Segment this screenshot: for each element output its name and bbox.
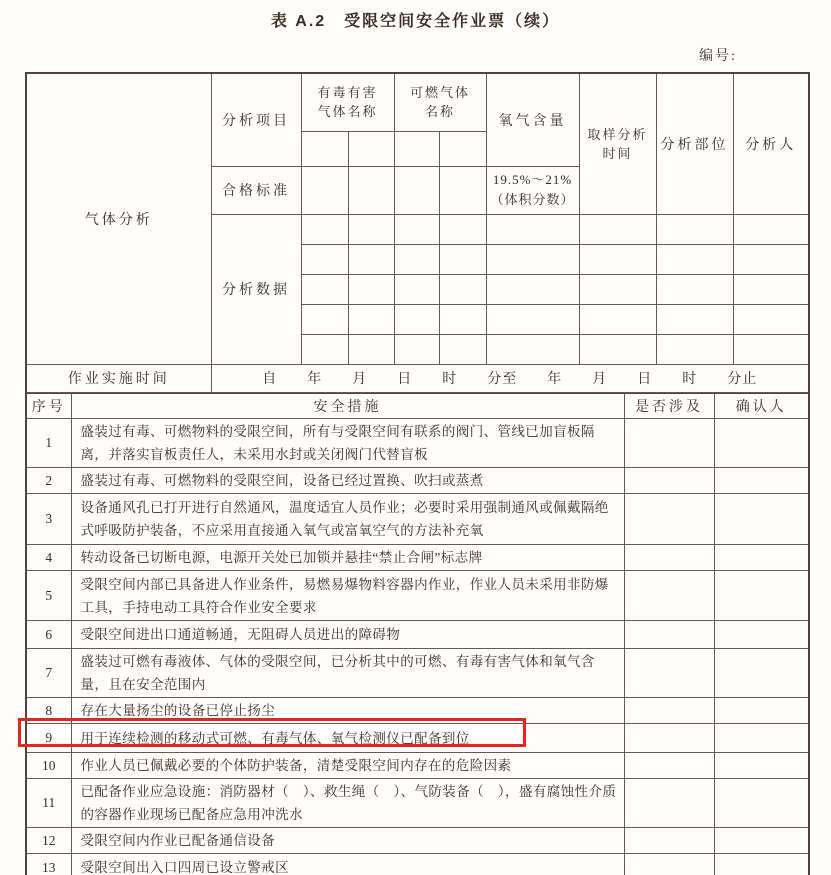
row-number-cell: 3 — [26, 494, 71, 545]
safety-row — [26, 753, 809, 779]
blank-cell — [733, 304, 809, 334]
safety-row — [26, 419, 809, 468]
measure-cell: 受限空间内部已具备进人作业条件，易燃易爆物料容器内作业，作业人员未采用非防爆工具，手持电动工具符合作业安全要求 — [71, 571, 624, 621]
blank-cell — [394, 334, 439, 364]
involved-cell — [624, 779, 714, 828]
measure-cell: 受限空间出入口四周已设立警戒区 — [71, 854, 624, 875]
involved-cell — [624, 854, 714, 875]
measure-cell: 已配备作业应急设施：消防器材（ ）、救生绳（ ）、气防装备（ ），盛有腐蚀性介质的容器作业现场已配备应急用冲洗水 — [71, 779, 624, 828]
row-number-cell: 8 — [26, 698, 71, 724]
row-number-cell: 1 — [26, 419, 71, 468]
blank-cell — [656, 304, 733, 334]
safety-row — [26, 571, 809, 621]
measure-cell: 受限空间进出口通道畅通，无阻碍人员进出的障碍物 — [71, 621, 624, 649]
measure-cell: 盛装过有毒、可燃物料的受限空间，所有与受限空间有联系的阀门、管线已加盲板隔离，并落实盲板责任人，未采用水封或关闭阀门代替盲板 — [71, 419, 624, 468]
blank-cell — [656, 214, 733, 244]
blank-cell — [656, 334, 733, 364]
safety-row — [26, 545, 809, 571]
safety-row — [26, 649, 809, 698]
confirmer-cell — [714, 468, 809, 494]
gas-header-row — [26, 73, 809, 131]
involved-cell — [624, 571, 714, 621]
col-header-no: 序号 — [26, 393, 71, 419]
blank-cell — [733, 214, 809, 244]
blank-cell — [301, 214, 348, 244]
confirmer-cell — [714, 854, 809, 875]
blank-cell — [394, 131, 439, 166]
row-number-cell: 5 — [26, 571, 71, 621]
blank-cell — [301, 244, 348, 274]
flammable-gas-header: 可燃气体 名称 — [394, 73, 486, 131]
blank-cell — [439, 166, 486, 214]
confirmer-cell — [714, 649, 809, 698]
blank-cell — [579, 244, 656, 274]
measure-cell: 设备通风孔已打开进行自然通风，温度适宜人员作业；必要时采用强制通风或佩戴隔绝式呼吸防护装备，不应采用直接通入氧气或富氧空气的方法补充氧 — [71, 494, 624, 545]
blank-cell — [394, 274, 439, 304]
gas-analysis-table — [25, 72, 810, 394]
oxygen-standard-value: 19.5%～21% （体积分数） — [486, 166, 579, 214]
work-time-value: 自 年 月 日 时 分至 年 月 日 时 分止 — [211, 364, 809, 393]
row-number-cell: 4 — [26, 545, 71, 571]
blank-cell — [579, 304, 656, 334]
oxygen-header: 氧气含量 — [486, 73, 579, 166]
work-time-label: 作业实施时间 — [26, 364, 211, 393]
involved-cell — [624, 724, 714, 753]
confirmer-cell — [714, 621, 809, 649]
confirmer-cell — [714, 753, 809, 779]
involved-cell — [624, 494, 714, 545]
safety-measures-table — [25, 392, 810, 875]
blank-cell — [486, 214, 579, 244]
blank-cell — [486, 334, 579, 364]
row-number-cell: 7 — [26, 649, 71, 698]
blank-cell — [579, 334, 656, 364]
row-number-cell: 13 — [26, 854, 71, 875]
blank-cell — [439, 304, 486, 334]
confirmer-cell — [714, 545, 809, 571]
safety-row — [26, 494, 809, 545]
safety-header-row — [26, 393, 809, 419]
analysis-data-label: 分析数据 — [211, 214, 301, 364]
blank-cell — [394, 214, 439, 244]
blank-cell — [656, 274, 733, 304]
blank-cell — [348, 304, 394, 334]
blank-cell — [394, 304, 439, 334]
safety-row-highlighted — [26, 724, 809, 753]
row-number-cell: 9 — [26, 724, 71, 753]
measure-cell: 用于连续检测的移动式可燃、有毒气体、氧气检测仪已配备到位 — [71, 724, 624, 753]
blank-cell — [579, 214, 656, 244]
involved-cell — [624, 753, 714, 779]
blank-cell — [439, 334, 486, 364]
involved-cell — [624, 545, 714, 571]
confirmer-cell — [714, 571, 809, 621]
blank-cell — [439, 244, 486, 274]
blank-cell — [348, 334, 394, 364]
blank-cell — [733, 244, 809, 274]
blank-cell — [301, 274, 348, 304]
blank-cell — [656, 244, 733, 274]
sampling-time-header: 取样分析 时间 — [579, 73, 656, 214]
measure-cell: 受限空间内作业已配备通信设备 — [71, 828, 624, 854]
gas-analysis-label: 气体分析 — [26, 73, 211, 364]
blank-cell — [579, 274, 656, 304]
involved-cell — [624, 468, 714, 494]
blank-cell — [733, 274, 809, 304]
analysis-part-header: 分析部位 — [656, 73, 733, 214]
safety-row — [26, 779, 809, 828]
confirmer-cell — [714, 828, 809, 854]
standard-label: 合格标准 — [211, 166, 301, 214]
confirmer-cell — [714, 494, 809, 545]
row-number-cell: 10 — [26, 753, 71, 779]
involved-cell — [624, 698, 714, 724]
blank-cell — [348, 131, 394, 166]
analyst-header: 分析人 — [733, 73, 809, 214]
row-number-cell: 2 — [26, 468, 71, 494]
involved-cell — [624, 419, 714, 468]
safety-row — [26, 698, 809, 724]
measure-cell: 存在大量扬尘的设备已停止扬尘 — [71, 698, 624, 724]
blank-cell — [348, 214, 394, 244]
work-time-row — [26, 364, 809, 393]
blank-cell — [439, 274, 486, 304]
blank-cell — [486, 244, 579, 274]
blank-cell — [348, 244, 394, 274]
toxic-gas-header: 有毒有害 气体名称 — [301, 73, 394, 131]
safety-row — [26, 854, 809, 875]
blank-cell — [348, 274, 394, 304]
col-header-involved: 是否涉及 — [624, 393, 714, 419]
blank-cell — [486, 304, 579, 334]
measure-cell: 盛装过可燃有毒液体、气体的受限空间，已分析其中的可燃、有毒有害气体和氧气含量，且在安全范围内 — [71, 649, 624, 698]
blank-cell — [486, 274, 579, 304]
safety-row — [26, 828, 809, 854]
serial-number-label: 编号: — [699, 49, 737, 64]
measure-cell: 作业人员已佩戴必要的个体防护装备，清楚受限空间内存在的危险因素 — [71, 753, 624, 779]
involved-cell — [624, 621, 714, 649]
row-number-cell: 11 — [26, 779, 71, 828]
blank-cell — [301, 131, 348, 166]
blank-cell — [439, 214, 486, 244]
blank-cell — [394, 166, 439, 214]
col-header-confirmer: 确认人 — [714, 393, 809, 419]
confirmer-cell — [714, 724, 809, 753]
safety-row — [26, 468, 809, 494]
confirmer-cell — [714, 779, 809, 828]
blank-cell — [394, 244, 439, 274]
col-header-measure: 安全措施 — [71, 393, 624, 419]
safety-row — [26, 621, 809, 649]
involved-cell — [624, 649, 714, 698]
blank-cell — [348, 166, 394, 214]
measure-cell: 盛装过有毒、可燃物料的受限空间，设备已经过置换、吹扫或蒸煮 — [71, 468, 624, 494]
analysis-item-label: 分析项目 — [211, 73, 301, 166]
confirmer-cell — [714, 419, 809, 468]
blank-cell — [439, 131, 486, 166]
confirmer-cell — [714, 698, 809, 724]
row-number-cell: 12 — [26, 828, 71, 854]
involved-cell — [624, 828, 714, 854]
measure-cell: 转动设备已切断电源，电源开关处已加锁并悬挂“禁止合闸”标志牌 — [71, 545, 624, 571]
blank-cell — [301, 304, 348, 334]
page-title: 表 A.2 受限空间安全作业票（续） — [270, 13, 561, 30]
blank-cell — [301, 334, 348, 364]
blank-cell — [301, 166, 348, 214]
blank-cell — [733, 334, 809, 364]
row-number-cell: 6 — [26, 621, 71, 649]
